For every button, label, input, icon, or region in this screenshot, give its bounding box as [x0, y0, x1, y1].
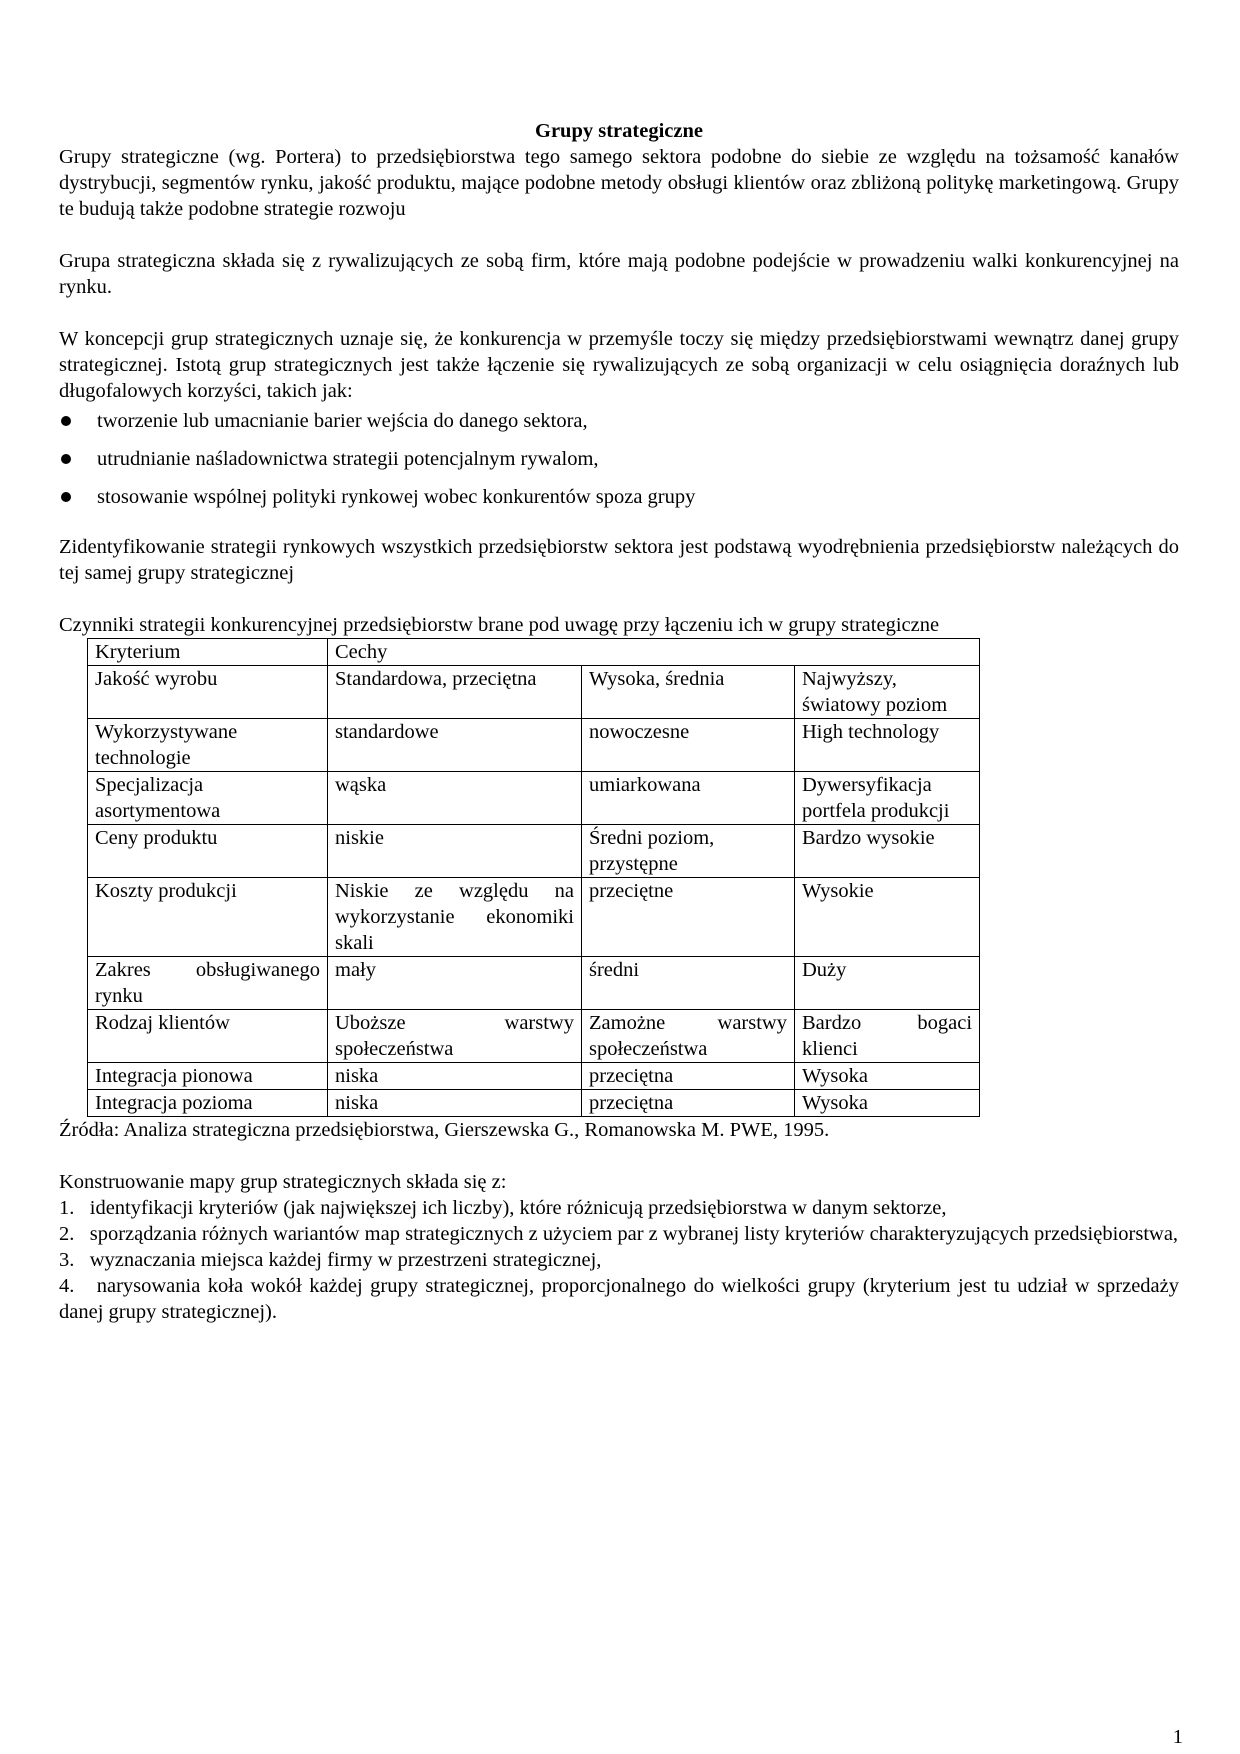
- table-row: Zakres obsługiwanego rynku mały średni Duży: [88, 957, 980, 1010]
- header-cell: Kryterium: [88, 639, 328, 666]
- list-item: 1. identyfikacji kryteriów (jak największej ich liczby), które różnicują przedsiębiorstwa w danym sektorze,: [59, 1197, 947, 1219]
- table-row: Specjalizacja asortymentowa wąska umiarkowana Dywersyfikacja portfela produkcji: [88, 772, 980, 825]
- list-item: 2. sporządzania różnych wariantów map strategicznych z użyciem par z wybranej listy kryteriów charakteryzujących przedsiębiorstwa,: [59, 1223, 1179, 1245]
- bullet-icon: [61, 416, 71, 426]
- group-definition-paragraph: Grupa strategiczna składa się z rywalizujących ze sobą firm, które mają podobne podejście w prowadzeniu walki konkurencyjnej na rynku.: [59, 250, 1179, 298]
- header-cell: Cechy: [328, 639, 980, 666]
- list-item: 4. narysowania koła wokół każdej grupy strategicznej, proporcjonalnego do wielkości grupy (kryterium jest tu udział w sprzedaży danej grupy strategicznej).: [59, 1275, 1180, 1323]
- table-row: Integracja pionowa niska przeciętna Wysoka: [88, 1063, 980, 1090]
- page-number: 1: [1172, 1726, 1183, 1748]
- steps-list: [59, 1195, 1179, 1325]
- source-note: Źródła: Analiza strategiczna przedsiębiorstwa, Gierszewska G., Romanowska M. PWE, 1995.: [59, 1119, 830, 1141]
- list-item: utrudnianie naśladownictwa strategii potencjalnym rywalom,: [59, 446, 1179, 484]
- table-header-row: [88, 639, 980, 666]
- document-page: [59, 118, 1179, 1325]
- table-row: Ceny produktu niskie Średni poziom, przystępne Bardzo wysokie: [88, 825, 980, 878]
- bullet-icon: [61, 492, 71, 502]
- table-row: Koszty produkcji Niskie ze względu na wykorzystanie ekonomiki skali przeciętne Wysokie: [88, 878, 980, 957]
- criteria-table: [87, 638, 980, 1117]
- bullet-icon: [61, 454, 71, 464]
- table-row: Integracja pozioma niska przeciętna Wysoka: [88, 1090, 980, 1117]
- table-row: Rodzaj klientów Uboższe warstwy społeczeństwa Zamożne warstwy społeczeństwa Bardzo bogaci klienci: [88, 1010, 980, 1063]
- concept-paragraph: W koncepcji grup strategicznych uznaje się, że konkurencja w przemyśle toczy się między przedsiębiorstwami wewnątrz danej grupy strategicznej. Istotą grup strategicznych jest także łączenie się rywalizujących ze sobą organizacji w celu osiągnięcia doraźnych lub długofalowych korzyści, takich jak:: [59, 328, 1179, 402]
- identification-paragraph: Zidentyfikowanie strategii rynkowych wszystkich przedsiębiorstw sektora jest podstawą wyodrębnienia przedsiębiorstw należących do tej samej grupy strategicznej: [59, 536, 1179, 584]
- list-item: 3. wyznaczania miejsca każdej firmy w przestrzeni strategicznej,: [59, 1249, 602, 1271]
- intro-paragraph: Grupy strategiczne (wg. Portera) to przedsiębiorstwa tego samego sektora podobne do siebie ze względu na tożsamość kanałów dystrybucji, segmentów rynku, jakość produktu, mające podobne metody obsługi klientów oraz zbliżoną politykę marketingową. Grupy te budują także podobne strategie rozwoju: [59, 146, 1179, 220]
- list-item: stosowanie wspólnej polityki rynkowej wobec konkurentów spoza grupy: [59, 484, 1179, 522]
- steps-intro: Konstruowanie mapy grup strategicznych składa się z:: [59, 1171, 507, 1193]
- table-row: Wykorzystywane technologie standardowe nowoczesne High technology: [88, 719, 980, 772]
- document-title: Grupy strategiczne: [535, 120, 703, 142]
- benefits-list: [59, 408, 1179, 522]
- list-item: tworzenie lub umacnianie barier wejścia do danego sektora,: [59, 408, 1179, 446]
- table-row: Jakość wyrobu Standardowa, przeciętna Wysoka, średnia Najwyższy, światowy poziom: [88, 666, 980, 719]
- table-caption: Czynniki strategii konkurencyjnej przedsiębiorstw brane pod uwagę przy łączeniu ich w grupy strategiczne: [59, 614, 940, 636]
